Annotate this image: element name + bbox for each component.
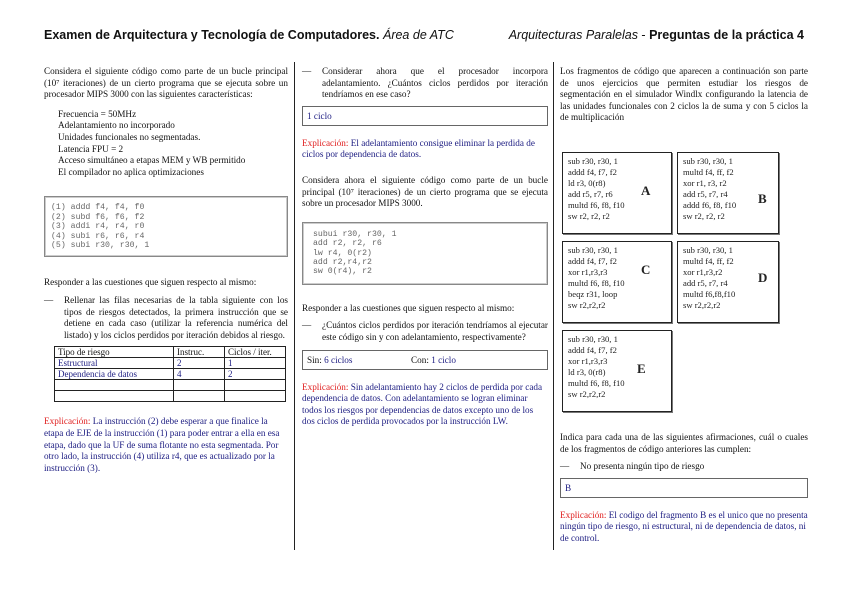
code-line: add r2,r4,r2 [313, 257, 372, 267]
intro-text: Considera el siguiente código como parte de un bucle principal (10⁷ iteraciones) de un cierto programa que se ejecuta sobre un procesador MIPS 3000 con las siguientes características: [44, 66, 288, 100]
features-list [44, 109, 288, 179]
column-divider-1 [294, 62, 295, 550]
table-cell [225, 380, 286, 391]
table-cell: 4 [174, 369, 225, 380]
table-header-row [55, 347, 286, 358]
explanation-label: Explicación: [302, 137, 349, 148]
table-cell [225, 391, 286, 402]
header-separator: - [637, 28, 650, 42]
feature-item: Adelantamiento no incorporado [58, 120, 175, 131]
table-row [55, 391, 286, 402]
code-line: xor r1, r3, r2 [683, 178, 727, 188]
table-row [55, 369, 286, 380]
explanation-text: El codigo del fragmento B es el unico que no presenta ningún tipo de riesgo, ni estructural, ni de dependencia de datos, ni de control. [560, 509, 808, 543]
exam-title: Examen de Arquitectura y Tecnología de Computadores. [44, 28, 380, 42]
table-cell: 2 [174, 358, 225, 369]
explanation-3 [302, 382, 548, 428]
question-text: ¿Cuántos ciclos perdidos por iteración tendríamos al ejecutar este código sin y con adelantamiento, respectivamente? [322, 320, 548, 342]
feature-item: Unidades funcionales no segmentadas. [58, 131, 201, 142]
code-line: add r5, r7, r4 [683, 278, 728, 288]
explanation-2 [302, 138, 548, 161]
dash-bullet: — [560, 461, 570, 472]
code-line: sub r30, r30, 1 [568, 245, 618, 255]
question-1 [44, 295, 288, 341]
table-cell: Dependencia de datos [55, 369, 174, 380]
code-line: sw r2,r2,r2 [683, 300, 721, 310]
explanation-1 [44, 416, 288, 474]
header-left [44, 28, 454, 42]
fragment-lines [568, 245, 666, 311]
code-line: (4) subi r6, r6, r4 [51, 231, 145, 241]
table-cell: Estructural [55, 358, 174, 369]
fragment-lines [568, 334, 666, 400]
question-forwarding [302, 66, 548, 101]
table-cell [55, 380, 174, 391]
table-cell: 1 [225, 358, 286, 369]
dash-bullet: — [44, 294, 54, 305]
code-line: (2) subd f6, f6, f2 [51, 212, 145, 222]
code-line: multd f4, ff, f2 [683, 256, 734, 266]
con-label: Con: [411, 354, 429, 365]
code-line: beqz r31, loop [568, 289, 618, 299]
intro-text-3: Los fragmentos de código que aparecen a continuación son parte de unos ejercicios que permiten estudiar los riesgos de segmentación en el simulador Windlx configurando la latencia de las unidades funcionales con 2 ciclos la de suma y con 5 ciclos la de multiplicación [560, 66, 808, 123]
answer-box-1: 1 ciclo [302, 106, 548, 126]
code-block-1 [44, 196, 288, 257]
code-line: xor r1,r3,r3 [568, 267, 608, 277]
feature-item: El compilador no aplica optimizaciones [58, 166, 204, 177]
code-line: sw r2, r2, r2 [683, 211, 725, 221]
sin-value: 6 ciclos [324, 354, 353, 365]
table-cell: 2 [225, 369, 286, 380]
fragment-letter: B [758, 191, 767, 206]
table-cell [174, 380, 225, 391]
code-line: subui r30, r30, 1 [313, 229, 397, 239]
table-cell [174, 391, 225, 402]
header-cell: Tipo de riesgo [55, 347, 174, 358]
code-fragment-a [562, 152, 672, 234]
question-text: No presenta ningún tipo de riesgo [580, 461, 705, 472]
code-line: sub r30, r30, 1 [568, 334, 618, 344]
risk-table [54, 346, 286, 402]
code-line: add r2, r2, r6 [313, 239, 382, 249]
feature-item: Latencia FPU = 2 [58, 143, 124, 154]
sin-label: Sin: [307, 354, 322, 365]
header-cell: Ciclos / iter. [225, 347, 286, 358]
column-3 [560, 66, 808, 124]
code-line: addd f4, f7, f2 [568, 345, 617, 355]
explanation-text: El adelantamiento consigue eliminar la perdida de ciclos por dependencia de datos. [302, 137, 535, 160]
fragment-lines [568, 156, 666, 222]
column-3-lower [560, 432, 808, 545]
code-line: add r5, r7, r4 [683, 189, 728, 199]
code-line: addd f4, f7, f2 [568, 256, 617, 266]
feature-item: Frecuencia = 50MHz [58, 108, 137, 119]
question-no-risk [560, 461, 808, 473]
table-cell [55, 391, 174, 402]
page-header [44, 28, 804, 48]
question-text: Considerar ahora que el procesador incorpora adelantamiento. ¿Cuántos ciclos perdidos por iteración tendríamos en ese caso? [322, 66, 548, 100]
con-value: 1 ciclo [431, 354, 456, 365]
intro-text-2: Considera ahora el siguiente código como parte de un bucle principal (10⁷ iteraciones) de un cierto programa que se ejecuta sobre un procesador MIPS 3000. [302, 174, 548, 209]
code-line: (5) subi r30, r30, 1 [51, 240, 150, 250]
column-2 [302, 66, 548, 428]
code-block-2 [302, 222, 548, 285]
question-text: Rellenar las filas necesarias de la tabla siguiente con los tipos de riesgos detectados, la primera instrucción que se detiene en cada caso (utilizar la referencia numérica del listado) y los ciclos perdidos por iteración debidos al riesgo. [64, 294, 288, 340]
fragment-lines [683, 156, 773, 222]
answer-box-2 [302, 350, 548, 370]
code-line: sub r30, r30, 1 [568, 156, 618, 166]
column-divider-2 [553, 62, 554, 550]
explanation-text: La instrucción (2) debe esperar a que finalice la etapa de EJE de la instrucción (1) para poder entrar a ella en esa etapa, dado que la UF de suma flotante no esta segmentada. Por otro lado, la instrucción (4) utiliza r4, que es actualizado por la instrucción (3). [44, 416, 280, 473]
explanation-label: Explicación: [44, 416, 91, 427]
code-line: add r5, r7, r6 [568, 189, 613, 199]
dash-bullet: — [302, 320, 312, 331]
code-line: xor r1,r3,r3 [568, 356, 608, 366]
code-line: ld r3, 0(r8) [568, 367, 606, 377]
code-line: multd f6, f8, f10 [568, 200, 625, 210]
practice-title: Preguntas de la práctica 4 [649, 28, 804, 42]
header-cell: Instruc. [174, 347, 225, 358]
table-row [55, 380, 286, 391]
question-cycles [302, 320, 548, 343]
code-fragment-b [677, 152, 779, 234]
code-line: multd f4, ff, f2 [683, 167, 734, 177]
explanation-label: Explicación: [302, 381, 349, 392]
code-fragment-e [562, 330, 672, 412]
dash-bullet: — [302, 66, 312, 76]
area-label: Área de ATC [382, 28, 454, 42]
code-fragment-c [562, 241, 672, 323]
header-right [509, 28, 804, 42]
code-line: lw r4, 0(r2) [313, 248, 372, 258]
fragment-letter: E [637, 361, 646, 376]
indica-text: Indica para cada una de las siguientes afirmaciones, cuál o cuales de los fragmentos de código anteriores las cumplen: [560, 432, 808, 454]
explanation-label: Explicación: [560, 509, 607, 520]
respond-text: Responder a las cuestiones que siguen respecto al mismo: [302, 302, 515, 313]
code-line: (1) addd f4, f4, f0 [51, 203, 145, 213]
code-line: sw r2, r2, r2 [568, 211, 610, 221]
feature-item: Acceso simultáneo a etapas MEM y WB permitido [58, 155, 246, 166]
code-line: sub r30, r30, 1 [683, 245, 733, 255]
code-line: ld r3, 0(r8) [568, 178, 606, 188]
code-line: sw r2,r2,r2 [568, 389, 606, 399]
respond-text: Responder a las cuestiones que siguen respecto al mismo: [44, 277, 257, 288]
code-line: addd f4, f7, f2 [568, 167, 617, 177]
code-line: multd f6,f8,f10 [683, 289, 736, 299]
code-line: xor r1,r3,r2 [683, 267, 723, 277]
code-line: sub r30, r30, 1 [683, 156, 733, 166]
code-line: sw 0(r4), r2 [313, 267, 372, 277]
code-line: multd f6, f8, f10 [568, 378, 625, 388]
code-line: addd f6, f8, f10 [683, 200, 737, 210]
column-1 [44, 66, 288, 474]
answer-box-3: B [560, 478, 808, 498]
fragment-letter: C [641, 262, 651, 277]
explanation-4 [560, 510, 808, 545]
code-line: sw r2,r2,r2 [568, 300, 606, 310]
table-row [55, 358, 286, 369]
fragment-letter: D [758, 270, 768, 285]
subject-label: Arquitecturas Paralelas [508, 28, 638, 42]
code-line: multd f6, f8, f10 [568, 278, 625, 288]
code-line: (3) addi r4, r4, r0 [51, 222, 145, 232]
explanation-text: Sin adelantamiento hay 2 ciclos de perdida por cada dependencia de datos. Con adelantamiento se logran eliminar todos los riesgos por dependencias de datos excepto uno de los dos ciclos de perdida provocados por la instrucción LW. [302, 381, 543, 427]
fragment-letter: A [641, 183, 651, 198]
code-fragment-d [677, 241, 779, 323]
